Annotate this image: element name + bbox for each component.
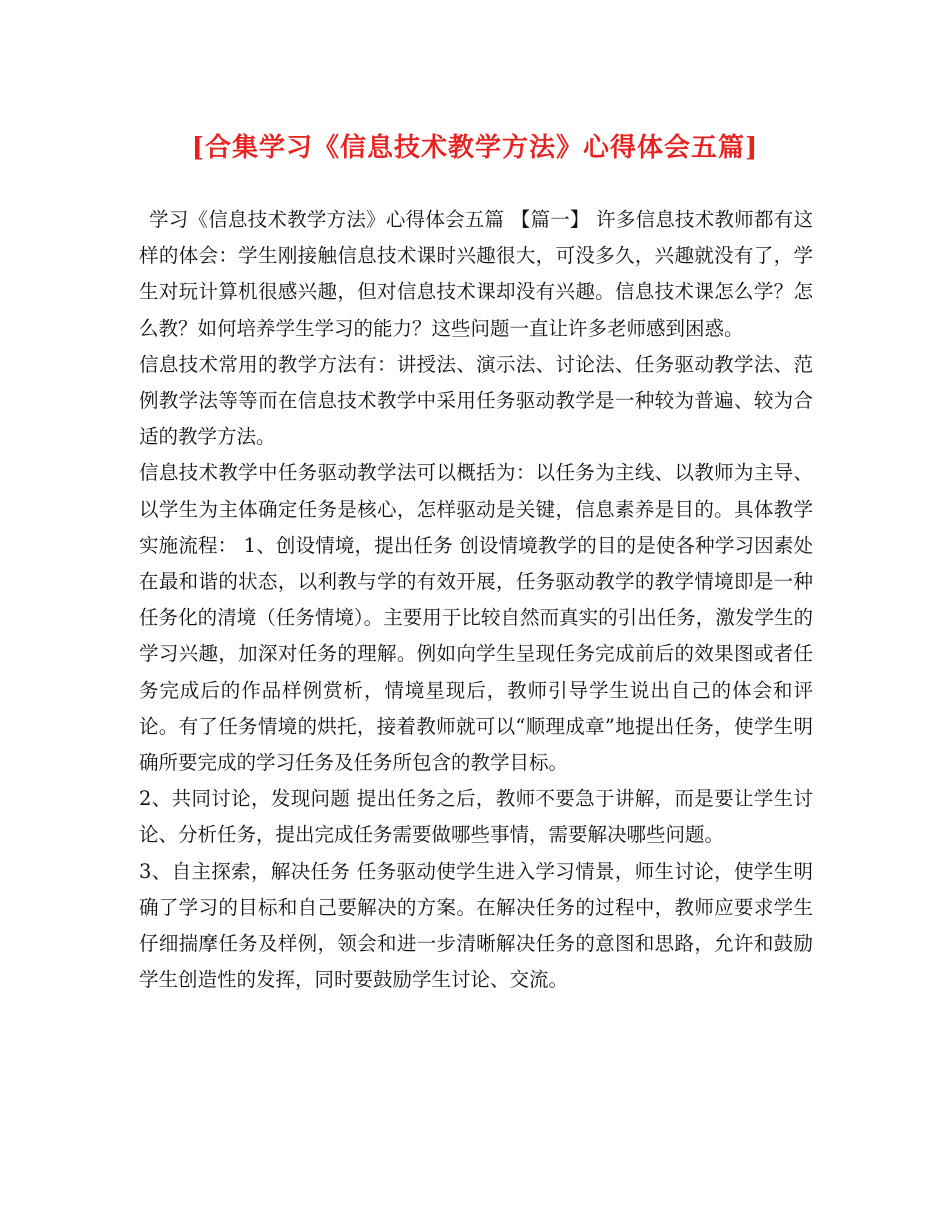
document-body <box>139 202 813 998</box>
paragraph-5: 3、自主探索，解决任务 任务驱动使学生进入学习情景，师生讨论，使学生明确了学习的目标和自己要解决的方案。在解决任务的过程中，教师应要求学生仔细揣摩任务及样例，领会和进一步清晰解决任务的意图和思路，允许和鼓励学生创造性的发挥，同时要鼓励学生讨论、交流。 <box>139 859 813 992</box>
paragraph-4: 2、共同讨论，发现问题 提出任务之后，教师不要急于讲解，而是要让学生讨论、分析任务，提出完成任务需要做哪些事情，需要解决哪些问题。 <box>139 787 813 847</box>
document-title: [合集学习《信息技术教学方法》心得体会五篇] <box>191 133 759 163</box>
paragraph-1: 学习《信息技术教学方法》心得体会五篇 【篇一】 许多信息技术教师都有这样的体会：学生刚接触信息技术课时兴趣很大，可没多久，兴趣就没有了，学生对玩计算机很感兴趣，但对信息技术课却没有兴趣。信息技术课怎么学？怎么教？如何培养学生学习的能力？这些问题一直让许多老师感到困惑。 <box>139 208 813 340</box>
paragraph-2: 信息技术常用的教学方法有：讲授法、演示法、讨论法、任务驱动教学法、范例教学法等等而在信息技术教学中采用任务驱动教学是一种较为普遍、较为合适的教学方法。 <box>139 352 813 449</box>
paragraph-3: 信息技术教学中任务驱动教学法可以概括为：以任务为主线、以教师为主导、以学生为主体确定任务是核心，怎样驱动是关键，信息素养是目的。具体教学实施流程： 1、创设情境，提出任务 创设情境教学的目的是使各种学习因素处在最和谐的状态，以利教与学的有效开展，任务驱动教学的教学情境即是一种任务化的清境（任务情境）。主要用于比较自然而真实的引出任务，激发学生的学习兴趣，加深对任务的理解。例如向学生呈现任务完成前后的效果图或者任务完成后的作品样例赏析，情境星现后，教师引导学生说出自己的体会和评论。有了任务情境的烘托，接着教师就可以“顺理成章”地提出任务，使学生明确所要完成的学习任务及任务所包含的教学目标。 <box>139 461 813 775</box>
